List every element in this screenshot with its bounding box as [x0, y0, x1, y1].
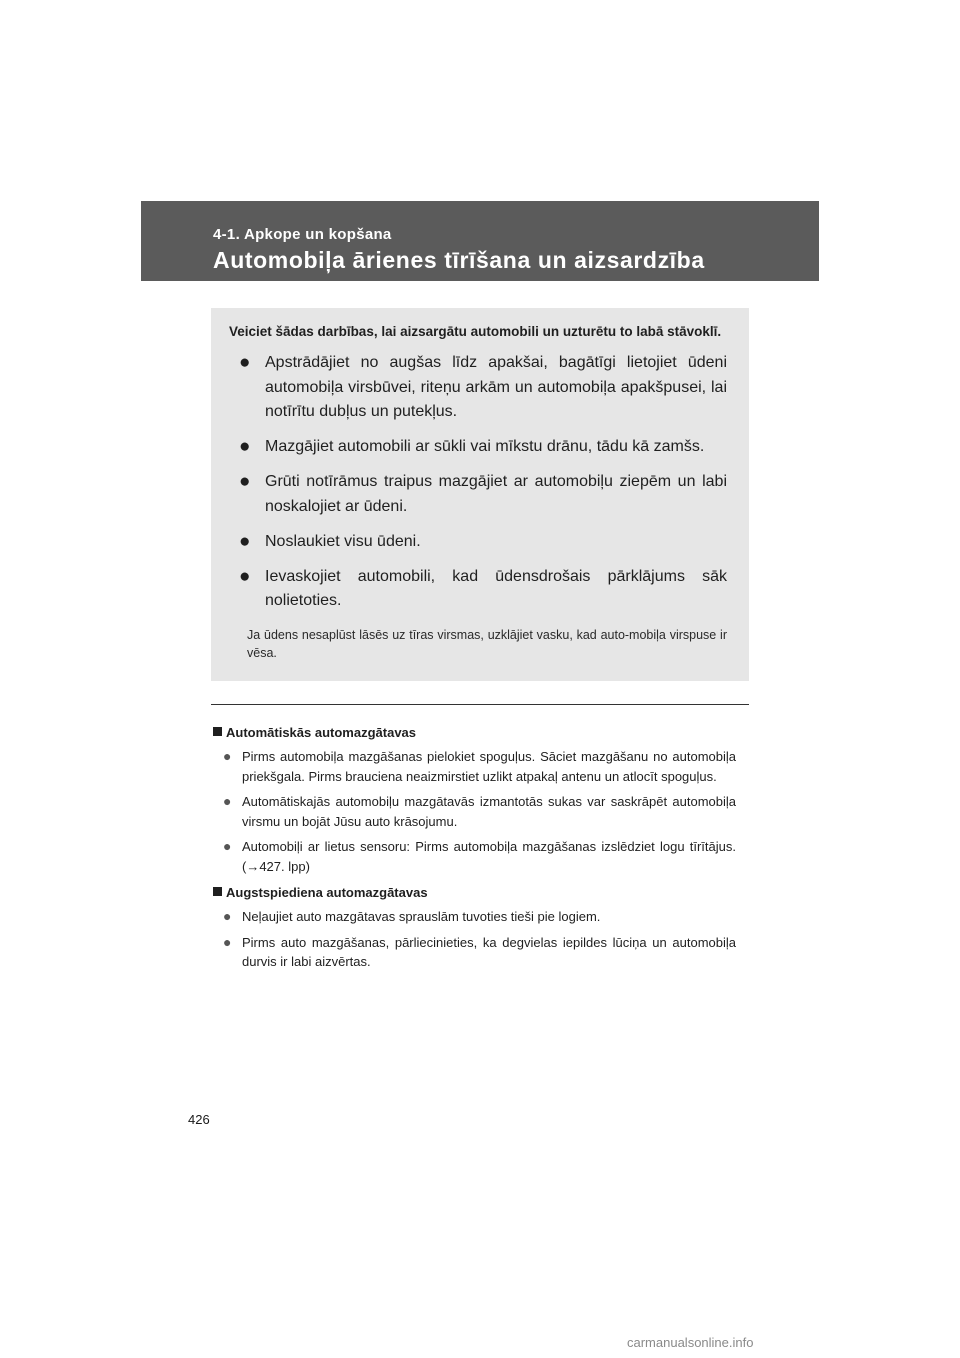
section-divider: [211, 704, 749, 705]
bullet-circle-icon: ●: [223, 933, 232, 950]
list-item: ● Apstrādājiet no augšas līdz apakšai, bagātīgi lietojiet ūdeni automobiļa virsbūvei, riteņu arkām un automobiļa apakšpusei, lai notīrītu dubļus un putekļus.: [239, 352, 727, 420]
list-item: ● Automobiļi ar lietus sensoru: Pirms automobiļa mazgāšanas izslēdziet logu tīrītājus. (→427. lpp): [223, 838, 736, 874]
list-item: ● Grūti notīrāmus traipus mazgājiet ar automobiļu ziepēm un labi noskalojiet ar ūdeni.: [239, 471, 727, 515]
square-marker-icon: [213, 727, 222, 736]
page-title: Automobiļa ārienes tīrīšana un aizsardzība: [213, 247, 705, 273]
intro-lead: Veiciet šādas darbības, lai aizsargātu automobili un uzturētu to labā stāvoklī.: [229, 324, 722, 339]
watermark: carmanualsonline.info: [627, 1335, 754, 1350]
bullet-circle-icon: ●: [223, 838, 232, 854]
bullet-circle-icon: ●: [239, 352, 251, 373]
bullet-circle-icon: ●: [223, 908, 232, 924]
square-marker-icon: [213, 887, 222, 896]
bullet-circle-icon: ●: [239, 436, 251, 457]
bullet-circle-icon: ●: [239, 565, 251, 587]
list-item: ● Noslaukiet visu ūdeni.: [239, 530, 421, 552]
page-number: 426: [188, 1112, 210, 1127]
section-label: 4-1. Apkope un kopšana: [213, 226, 392, 243]
intro-box: [211, 308, 749, 681]
bullet-circle-icon: ●: [239, 530, 251, 552]
section-automatic-wash: [211, 724, 736, 876]
bullet-circle-icon: ●: [223, 748, 232, 764]
list-item: ● Pirms automobiļa mazgāšanas pielokiet spoguļus. Sāciet mazgāšanu no automobiļa priekšgala. Pirms brauciena neaizmirstiet uzlikt atpakaļ antenu un atlocīt spoguļus.: [223, 748, 736, 784]
list-item: ● Mazgājiet automobili ar sūkli vai mīkstu drānu, tādu kā zamšs.: [239, 436, 705, 457]
main-content: [211, 724, 736, 980]
list-item: ● Neļaujiet auto mazgātavas sprauslām tuvoties tieši pie logiem.: [223, 908, 601, 924]
section-high-pressure-wash: [211, 884, 736, 972]
sub-heading: Automātiskās automazgātavas: [211, 724, 736, 741]
sub-heading: Augstspiediena automazgātavas: [211, 884, 736, 901]
list-item: ● Automātiskajās automobiļu mazgātavās izmantotās sukas var saskrāpēt automobiļa virsmu un bojāt Jūsu auto krāsojumu.: [223, 793, 736, 829]
bullet-circle-icon: ●: [223, 793, 232, 809]
intro-note: Ja ūdens nesaplūst lāsēs uz tīras virsmas, uzklājiet vasku, kad auto-mobiļa virspuse ir vēsa.: [247, 627, 727, 660]
list-item: ● Ievaskojiet automobili, kad ūdensdrošais pārklājums sāk nolietoties.: [239, 565, 727, 609]
bullet-circle-icon: ●: [239, 471, 251, 492]
chapter-header: [141, 201, 819, 281]
intro-bullet-list: [229, 351, 727, 614]
list-item: ● Pirms auto mazgāšanas, pārliecinieties, ka degvielas iepildes lūciņa un automobiļa durvis ir labi aizvērtas.: [223, 933, 736, 969]
